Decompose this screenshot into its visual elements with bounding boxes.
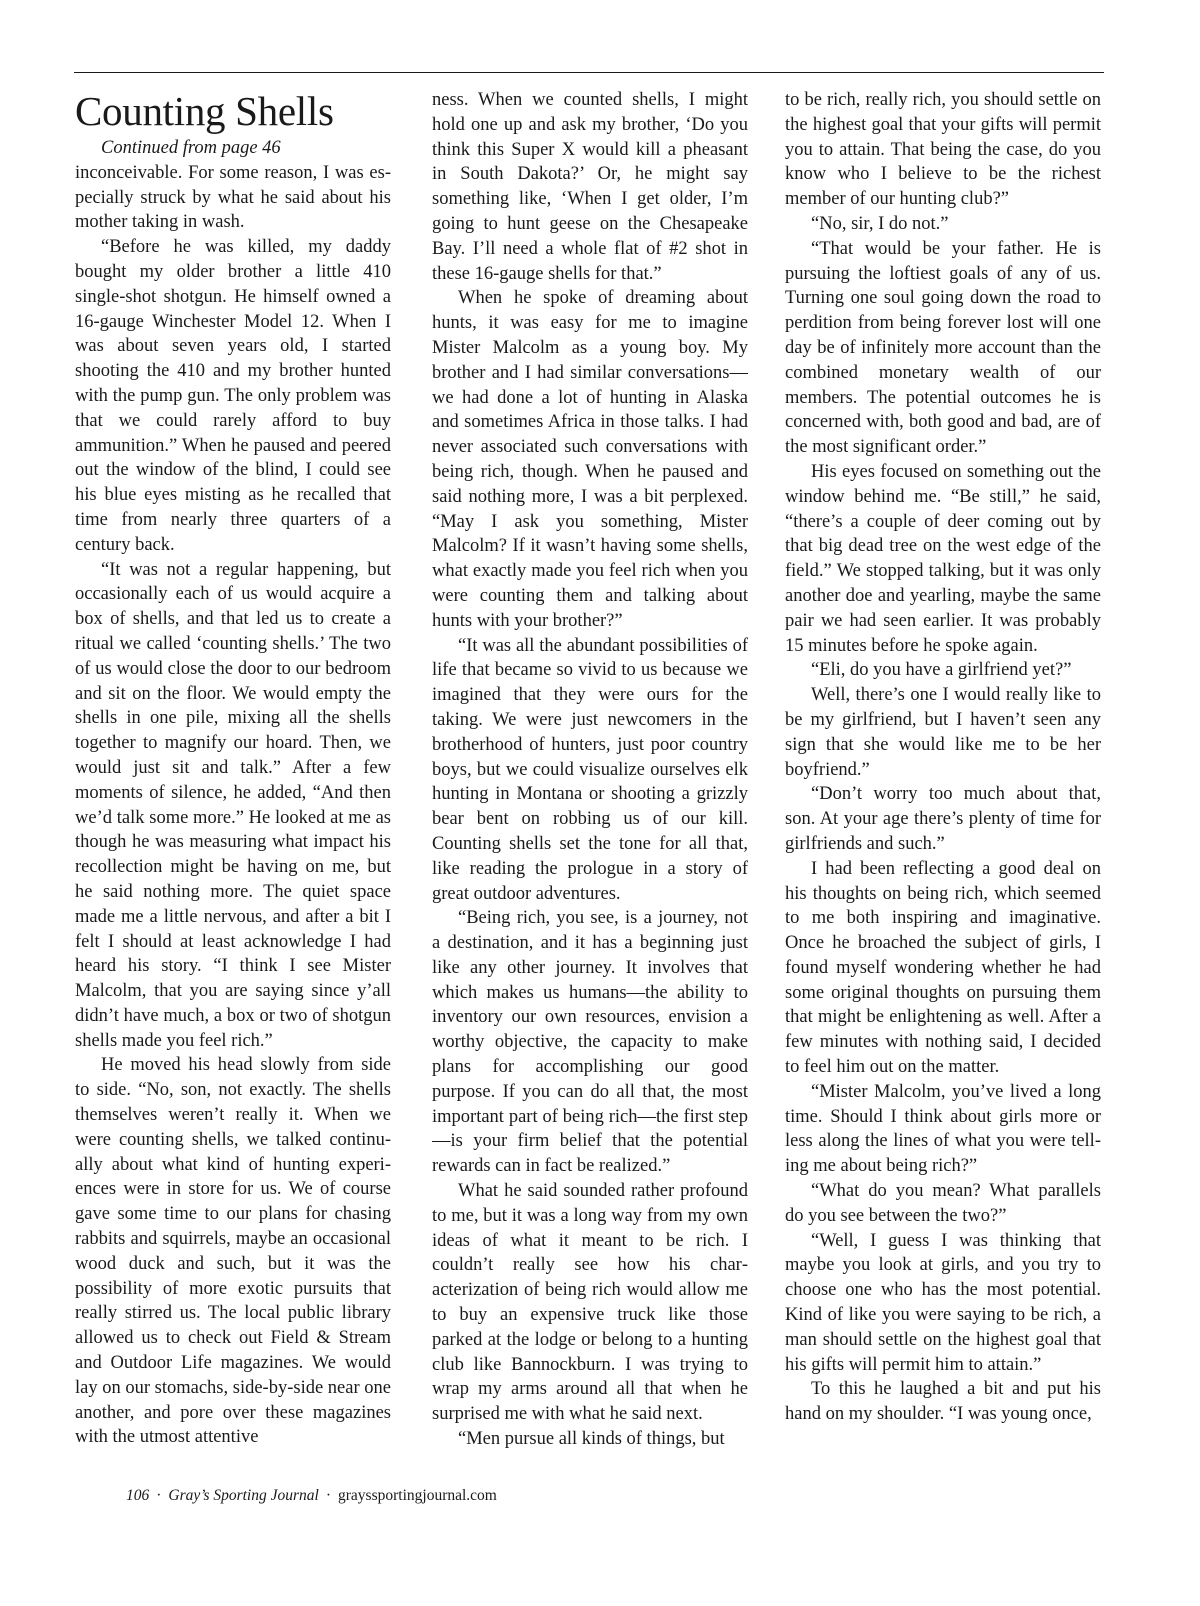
paragraph: “Men pursue all kinds of things, but: [458, 1429, 725, 1450]
paragraph: “Being rich, you see, is a journey, not a destination, and it has a beginning just like any other journey. It involves that which makes us humans—the ability to inventory our own resources, envision a worthy objective, the capacity to make plans for accomplishing our good purpose. If you can do all that, the most important part of being rich—the first step—is your firm belief that the potential rewards can in fact be realized.”: [432, 908, 748, 1177]
footer-separator-1: ·: [156, 1487, 162, 1504]
paragraph: When he spoke of dreaming about hunts, it was easy for me to imagine Mister Malcolm as a young boy. My brother and I had similar conversations—we had done a lot of hunting in Alaska and sometimes Africa in those talks. I had never associated such conversations with being rich, though. When he paused and said nothing more, I was a bit perplexed. “May I ask you something, Mister Malcolm? If it wasn’t having some shells, what exactly made you feel rich when you were counting them and talking about hunts with your brother?”: [432, 288, 748, 631]
paragraph: “Well, I guess I was thinking that maybe you look at girls, and you try to choose one who has the most potential. Kind of like you were saying to be rich, a man should settle on the highest goal that his gifts will permit him to attain.”: [785, 1230, 1101, 1375]
article-column-3: [785, 88, 1101, 1427]
paragraph: “That would be your father. He is pursuing the loftiest goals of any of us. Turning one soul going down the road to perdition from being forever lost will one day be of infinitely more account than the combined monetary wealth of our members. The potential outcomes he is concerned with, both good and bad, are of the most significant order.”: [785, 238, 1101, 458]
paragraph: “It was not a regular happening, but occasionally each of us would acquire a box of shells, and that led us to create a ritual we called ‘counting shells.’ The two of us would close the door to our bedroom and sit on the floor. We would empty the shells in one pile, mixing all the shells together to magnify our hoard. Then, we would just sit and talk.” After a few moments of silence, he added, “And then we’d talk some more.” He looked at me as though he was measuring what impact his recollection might be having on me, but he said nothing more. The quiet space made me a little nervous, and after a bit I felt I should at least acknowledge I had heard his story. “I think I see Mister Malcolm, that you are saying since y’all didn’t have much, a box or two of shotgun shells made you feel rich.”: [75, 559, 391, 1051]
paragraph: inconceivable. For some reason, I was especially struck by what he said about his mother taking in wash.: [75, 162, 391, 233]
paragraph: “What do you mean? What parallels do you see between the two?”: [785, 1181, 1101, 1226]
paragraph: Well, there’s one I would really like to be my girlfriend, but I haven’t seen any sign that she would like me to be her boyfriend.”: [785, 685, 1101, 780]
page-footer: [126, 1487, 497, 1505]
footer-separator-2: ·: [325, 1487, 332, 1504]
continued-from-note: Continued from page 46: [101, 138, 281, 158]
top-rule: [74, 72, 1104, 73]
column-2-body: [432, 88, 748, 1452]
paragraph: I had been reflecting a good deal on his thoughts on being rich, which seemed to me both inspiring and imaginative. Once he broached the subject of girls, I found myself wondering whether he had some original thoughts on pursuing them that might be enlightening as well. After a few minutes with nothing said, I decided to feel him out on the matter.: [785, 858, 1101, 1078]
paragraph: “Eli, do you have a girlfriend yet?”: [811, 660, 1072, 681]
paragraph: “Don’t worry too much about that, son. At your age there’s plenty of time for girlfriends and such.”: [785, 784, 1101, 854]
paragraph: “It was all the abundant possibilities of life that became so vivid to us because we imagined that they were ours for the taking. We were just newcomers in the brotherhood of hunters, just poor country boys, but we could visualize ourselves elk hunting in Montana or shooting a grizzly bear bent on robbing us of our kill. Counting shells set the tone for all that, like reading the prologue in a story of great outdoor adventures.: [432, 635, 748, 904]
page-number: 106: [126, 1487, 150, 1504]
paragraph: ness. When we counted shells, I might hold one up and ask my brother, ‘Do you think this Super X would kill a pheasant in South Dakota?’ Or, he might say something like, ‘When I get older, I’m going to hunt geese on the Chesapeake Bay. I’ll need a whole flat of #2 shot in these 16-gauge shells for that.”: [432, 90, 748, 284]
column-1-body: [75, 161, 391, 1450]
paragraph: “Before he was killed, my daddy bought my older brother a little 410 single-shot shotgun. He himself owned a 16-gauge Winchester Model 12. When I was about seven years old, I started shooting the 410 and my brother hunted with the pump gun. The only problem was that we could rarely afford to buy ammunition.” When he paused and peered out the window of the blind, I could see his blue eyes misting as he recalled that time from nearly three quarters of a century back.: [75, 237, 391, 555]
paragraph: He moved his head slowly from side to side. “No, son, not exactly. The shells themselves weren’t really it. When we were counting shells, we talked continually about what kind of hunting experiences were in store for us. We of course gave some time to our plans for chasing rabbits and squirrels, maybe an occasional wood duck and such, but it was the possibility of more exotic pursuits that really stirred us. The local public library allowed us to check out Field & Stream and Outdoor Life magazines. We would lay on our stomachs, side-by-side near one another, and pore over these magazines with the utmost attentive: [75, 1055, 391, 1448]
paragraph: What he said sounded rather profound to me, but it was a long way from my own ideas of what it meant to be rich. I couldn’t really see how his characterization of being rich would allow me to buy an expensive truck like those parked at the lodge or belong to a hunting club like Bannockburn. I was trying to wrap my arms around all that when he surprised me with what he said next.: [432, 1181, 748, 1425]
paragraph: “Mister Malcolm, you’ve lived a long time. Should I think about girls more or less along the lines of what you were telling me about being rich?”: [785, 1081, 1101, 1177]
column-3-body: [785, 88, 1101, 1427]
article-column-1: [75, 88, 391, 1450]
paragraph: His eyes focused on something out the window behind me. “Be still,” he said, “there’s a couple of deer coming out by that big dead tree on the west edge of the field.” We stopped talking, but it was only another doe and yearling, maybe the same pair we had seen earlier. It was probably 15 minutes before he spoke again.: [785, 461, 1101, 656]
paragraph: To this he laughed a bit and put his hand on my shoulder. “I was young once,: [785, 1379, 1101, 1425]
website-url: grayssportingjournal.com: [338, 1487, 497, 1504]
article-column-2: [432, 88, 748, 1452]
article-title: Counting Shells: [75, 88, 334, 134]
publication-name: Gray’s Sporting Journal: [168, 1487, 319, 1504]
paragraph: “No, sir, I do not.”: [811, 213, 949, 234]
paragraph: to be rich, really rich, you should settle on the highest goal that your gifts will permit you to attain. That being the case, do you know who I believe to be the richest member of our hunting club?”: [785, 90, 1101, 210]
